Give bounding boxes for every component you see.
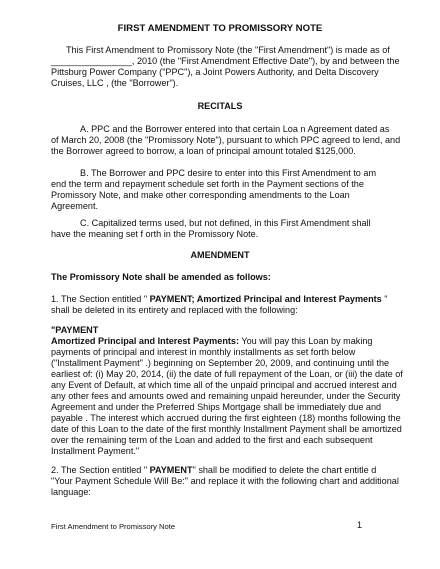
amortized-rest: You will pay this Loan by making: [239, 336, 373, 346]
item-1-section-name: PAYMENT; Amortized Principal and Interest Payments: [149, 294, 382, 304]
item-2-pre: 2. The Section entitled ": [51, 465, 150, 475]
payment-body-line: any other fees and amounts owed and remaining unpaid hereunder, under the Security: [51, 391, 401, 401]
amortized-line: [51, 336, 372, 347]
amortized-heading: Amortized Principal and Interest Payments:: [51, 336, 239, 346]
item-1-line-1: [51, 294, 388, 305]
recital-c-line-1: C. Capitalized terms used, but not defined, in this First Amendment shall: [80, 218, 371, 228]
item-2-section-name: PAYMENT: [149, 465, 193, 475]
payment-body-line: over the remaining term of the Loan and added to the first and each subsequent: [51, 435, 373, 445]
payment-body-line: date of this Loan to the date of the first monthly Installment Payment shall be amortized: [51, 424, 402, 434]
intro-line-4: Cruises, LLC , (the "Borrower").: [51, 78, 179, 88]
payment-body-line: Installment Payment.": [51, 446, 140, 456]
payment-body-line: Agreement and under the Preferred Ships Mortgage shall be immediately due and: [51, 402, 382, 412]
payment-body-line: payments of principal and interest in monthly installments as set forth below: [51, 347, 356, 357]
recital-a-line-3: the Borrower agreed to borrow, a loan of principal amount totaled $125,000.: [51, 146, 356, 156]
amendment-heading: AMENDMENT: [190, 250, 250, 260]
recital-c-line-2: have the meaning set f orth in the Promissory Note.: [51, 229, 259, 239]
recital-b-line-1: B. The Borrower and PPC desire to enter into this First Amendment to am: [80, 168, 377, 178]
item-2-line-3: language:: [51, 487, 91, 497]
payment-body-line: payable . The interest which accrued during the first eighteen (18) months following the: [51, 413, 401, 423]
document-title: FIRST AMENDMENT TO PROMISSORY NOTE: [117, 23, 323, 34]
item-2-post: " shall be modified to delete the chart entitle d: [192, 465, 377, 475]
payment-label: "PAYMENT: [51, 325, 99, 335]
footer-title: First Amendment to Promissory Note: [51, 522, 176, 531]
item-2-line-1: [51, 465, 376, 476]
amended-as-follows: The Promissory Note shall be amended as follows:: [51, 272, 271, 282]
recital-a-line-1: A. PPC and the Borrower entered into that certain Loa n Agreement dated as: [80, 124, 390, 134]
payment-body-line: any Event of Default, at which time all of the unpaid principal and accrued interest and: [51, 380, 397, 390]
recital-b-line-3: Promissory Note, and make other corresponding amendments to the Loan: [51, 190, 350, 200]
recital-b-line-4: Agreement.: [51, 201, 99, 211]
payment-body-line: ("Installment Payment" .) beginning on September 20, 2009, and continuing until the: [51, 358, 390, 368]
page-number: 1: [357, 520, 363, 530]
item-1-post: ": [381, 294, 388, 304]
item-1-line-2: shall be deleted in its entirety and replaced with the following:: [51, 305, 298, 315]
intro-line-3: Pittsburg Power Company ("PPC"), a Joint Powers Authority, and Delta Discovery: [51, 67, 379, 77]
recital-b-line-2: end the term and repayment schedule set forth in the Payment sections of the: [51, 179, 364, 189]
recital-a-line-2: of March 20, 2008 (the "Promissory Note"), pursuant to which PPC agreed to lend, and: [51, 135, 401, 145]
item-1-pre: 1. The Section entitled ": [51, 294, 150, 304]
recitals-heading: RECITALS: [197, 101, 243, 111]
item-2-line-2: "Your Payment Schedule Will Be:" and replace it with the following chart and additional: [51, 476, 399, 486]
intro-line-2: ________________, 2010 (the "First Amendment Effective Date"), by and between the: [51, 56, 400, 66]
intro-line-1: This First Amendment to Promissory Note (the "First Amendment") is made as of: [66, 45, 390, 55]
payment-body-line: earliest of: (i) May 20, 2014, (ii) the date of full repayment of the Loan, or (iii) the date of: [51, 369, 403, 379]
